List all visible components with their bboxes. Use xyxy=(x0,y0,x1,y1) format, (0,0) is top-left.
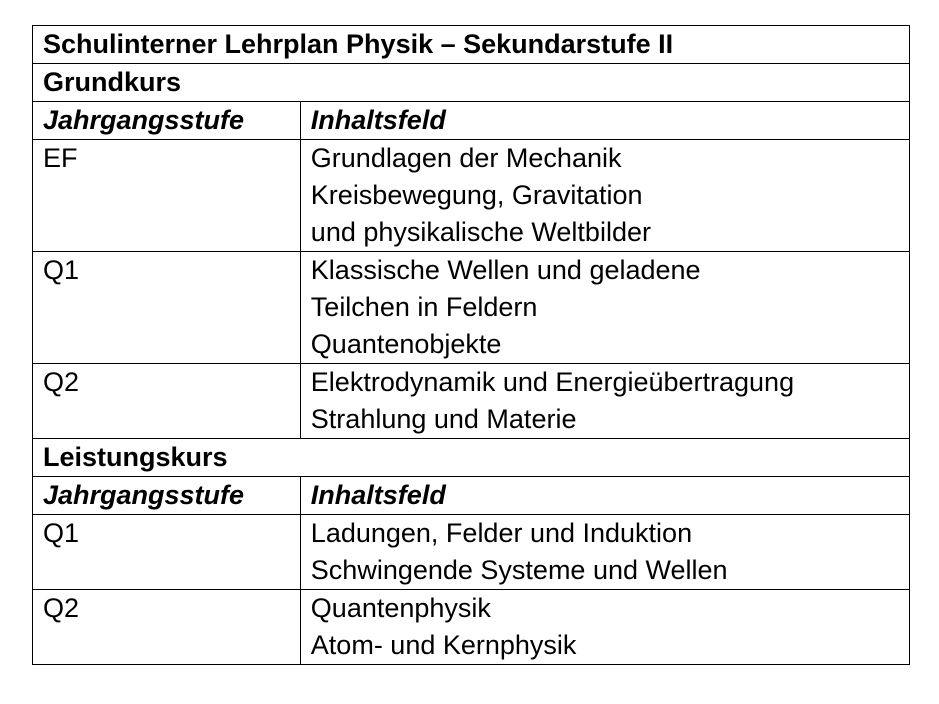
field-line: Atom- und Kernphysik xyxy=(310,630,577,660)
field-line: Klassische Wellen und geladene xyxy=(310,255,701,285)
year-cell: Q1 xyxy=(33,252,301,364)
year-cell: EF xyxy=(33,140,301,252)
field-line: Teilchen in Feldern xyxy=(310,292,538,322)
table-row xyxy=(33,140,910,252)
field-line: Strahlung und Materie xyxy=(310,404,577,434)
field-cell xyxy=(300,252,909,364)
table-row xyxy=(33,364,910,439)
field-cell xyxy=(300,515,909,590)
field-line: Quantenphysik xyxy=(310,593,491,623)
year-cell: Q2 xyxy=(33,364,301,439)
column-header-field: Inhaltsfeld xyxy=(300,102,909,140)
curriculum-table xyxy=(32,25,910,665)
year-cell: Q1 xyxy=(33,515,301,590)
year-cell: Q2 xyxy=(33,590,301,665)
field-cell xyxy=(300,140,909,252)
column-header-field: Inhaltsfeld xyxy=(300,477,909,515)
table-row xyxy=(33,515,910,590)
table-row xyxy=(33,252,910,364)
field-line: Ladungen, Felder und Induktion xyxy=(310,518,693,548)
header-row xyxy=(33,102,910,140)
title-row xyxy=(33,26,910,64)
section-row-leistungskurs xyxy=(33,439,910,477)
field-line: Elektrodynamik und Energieübertragung xyxy=(310,367,795,397)
section-title: Grundkurs xyxy=(33,64,910,102)
field-cell xyxy=(300,364,909,439)
section-title: Leistungskurs xyxy=(33,439,910,477)
field-line: Quantenobjekte xyxy=(310,329,502,359)
column-header-year: Jahrgangsstufe xyxy=(33,477,301,515)
field-line: und physikalische Weltbilder xyxy=(310,217,651,247)
field-line: Schwingende Systeme und Wellen xyxy=(310,555,728,585)
field-line: Kreisbewegung, Gravitation xyxy=(310,180,643,210)
table-title: Schulinterner Lehrplan Physik – Sekundarstufe II xyxy=(33,26,910,64)
field-cell xyxy=(300,590,909,665)
section-row-grundkurs xyxy=(33,64,910,102)
table-row xyxy=(33,590,910,665)
field-line: Grundlagen der Mechanik xyxy=(310,143,622,173)
header-row xyxy=(33,477,910,515)
column-header-year: Jahrgangsstufe xyxy=(33,102,301,140)
